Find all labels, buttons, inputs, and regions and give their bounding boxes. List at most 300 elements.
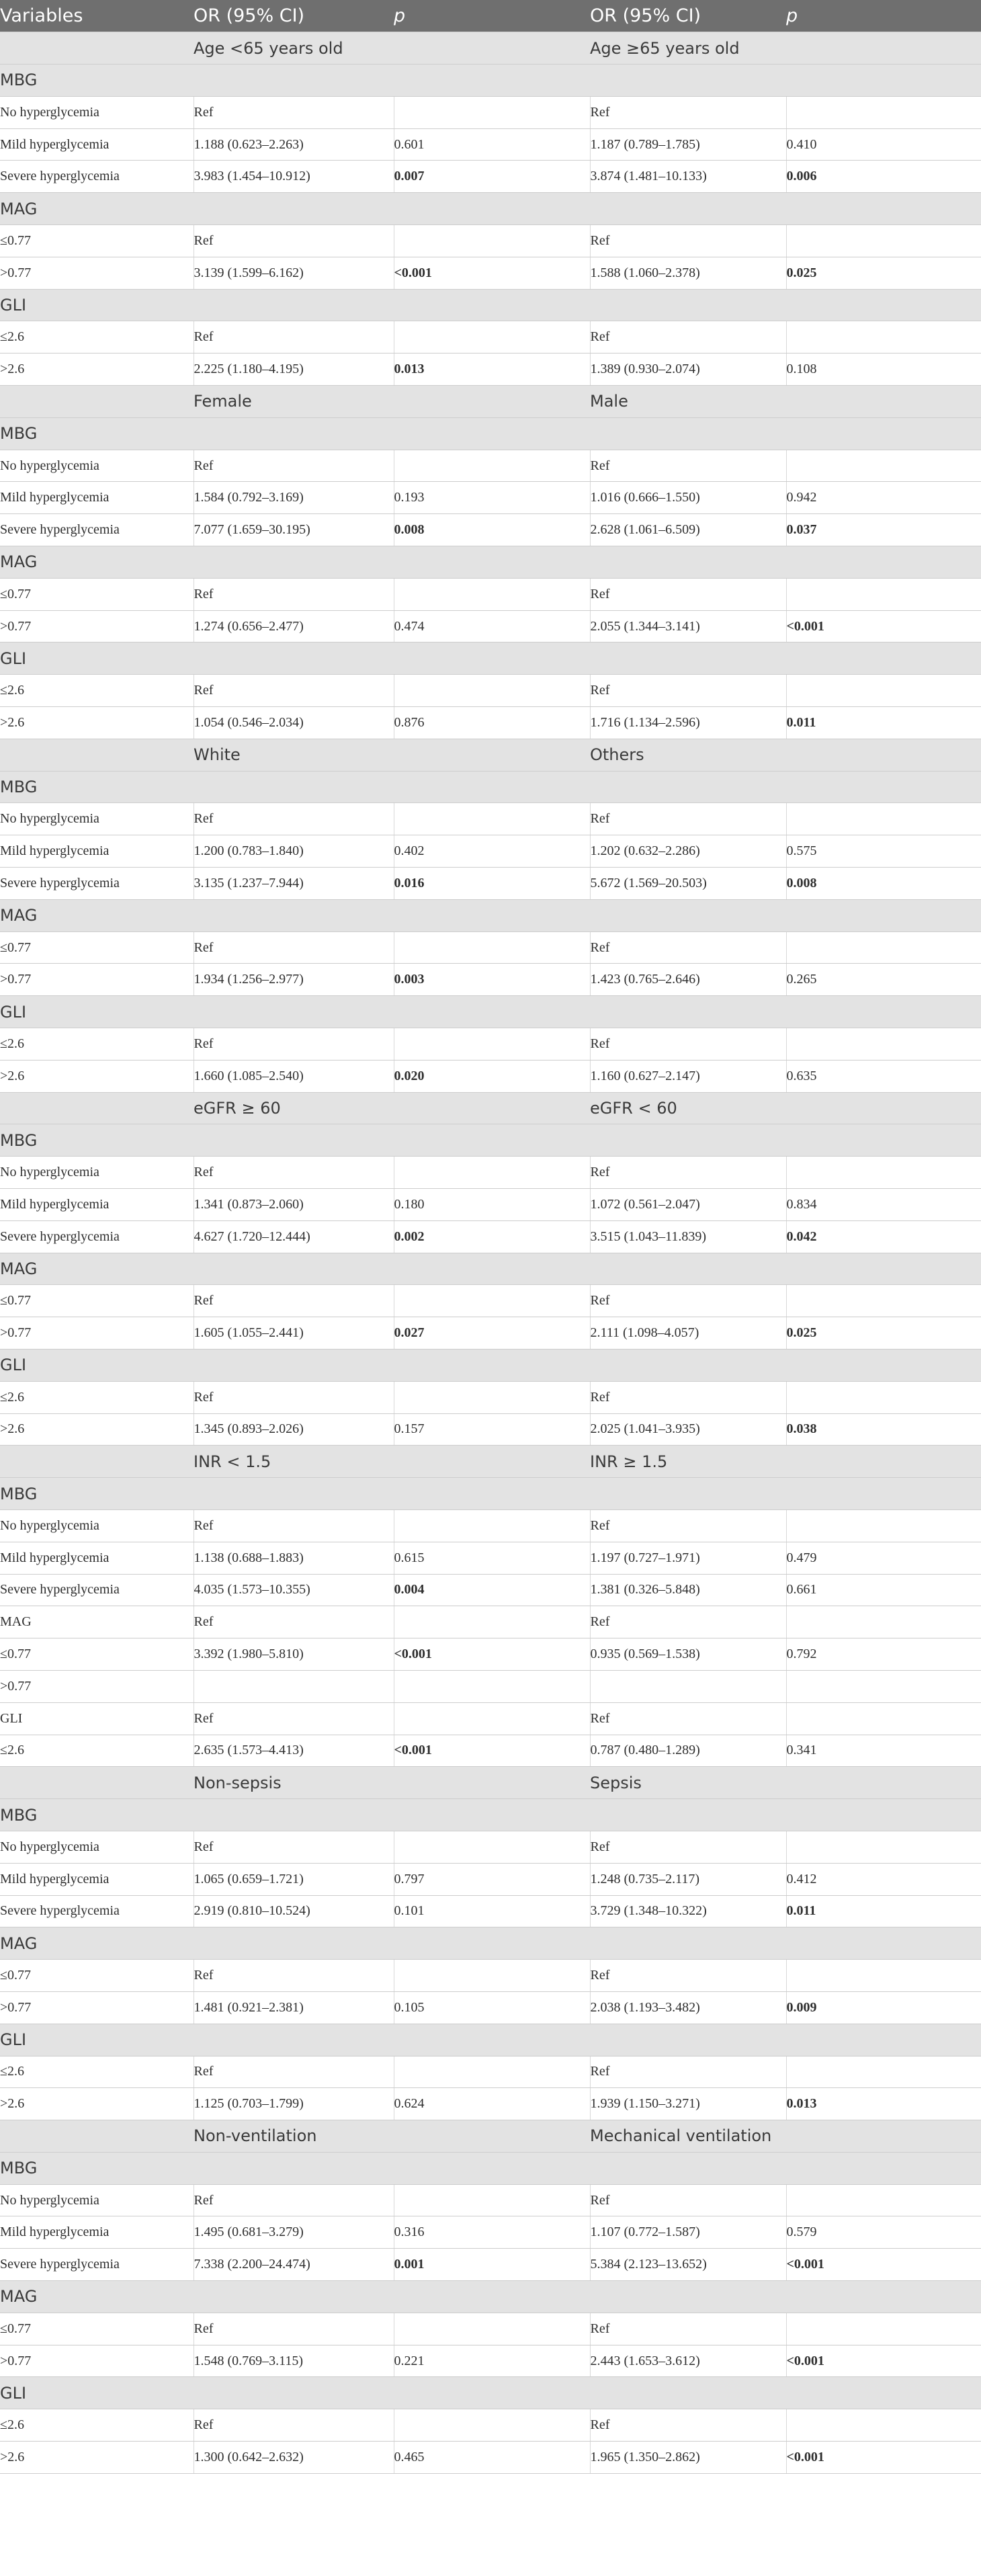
subgroup-right-label: eGFR < 60 bbox=[590, 1092, 981, 1124]
p-right-cell: 0.011 bbox=[786, 707, 981, 739]
or-ci-right-cell: 1.197 (0.727–1.971) bbox=[590, 1542, 786, 1574]
p-right-cell: 0.265 bbox=[786, 964, 981, 996]
or-ci-right-cell: 2.025 (1.041–3.935) bbox=[590, 1413, 786, 1446]
table-row bbox=[0, 161, 981, 193]
table-row bbox=[0, 2442, 981, 2474]
variable-group-label: GLI bbox=[0, 289, 981, 321]
p-left-cell: 0.013 bbox=[394, 354, 590, 386]
or-ci-right-cell: Ref bbox=[590, 96, 786, 128]
p-right-cell: 0.834 bbox=[786, 1188, 981, 1220]
table-row bbox=[0, 1831, 981, 1863]
or-ci-right-cell: Ref bbox=[590, 2184, 786, 2216]
variable-group-row bbox=[0, 2024, 981, 2056]
or-ci-right-cell: 1.389 (0.930–2.074) bbox=[590, 354, 786, 386]
table-row bbox=[0, 225, 981, 257]
or-ci-right-cell: 1.381 (0.326–5.848) bbox=[590, 1574, 786, 1606]
subgroup-right-label: Others bbox=[590, 739, 981, 771]
variable-group-row bbox=[0, 546, 981, 579]
row-label: ≤2.6 bbox=[0, 1735, 194, 1767]
row-label: No hyperglycemia bbox=[0, 1157, 194, 1189]
variable-group-row bbox=[0, 1349, 981, 1381]
row-label: ≤0.77 bbox=[0, 1638, 194, 1671]
p-left-cell: <0.001 bbox=[394, 1638, 590, 1671]
p-left-cell: 0.007 bbox=[394, 161, 590, 193]
p-right-cell: 0.038 bbox=[786, 1413, 981, 1446]
table-row bbox=[0, 128, 981, 161]
or-ci-left-cell: 3.135 (1.237–7.944) bbox=[194, 868, 394, 900]
table-row bbox=[0, 1638, 981, 1671]
p-left-cell: 0.180 bbox=[394, 1188, 590, 1220]
or-ci-right-cell: Ref bbox=[590, 1028, 786, 1061]
table-header-row bbox=[0, 0, 981, 32]
variable-group-row bbox=[0, 417, 981, 450]
p-left-cell: 0.876 bbox=[394, 707, 590, 739]
row-label: >0.77 bbox=[0, 1317, 194, 1349]
table-row bbox=[0, 835, 981, 868]
or-ci-left-cell: 7.077 (1.659–30.195) bbox=[194, 514, 394, 546]
row-label: >2.6 bbox=[0, 1060, 194, 1092]
or-ci-right-cell: Ref bbox=[590, 2056, 786, 2088]
or-ci-left-cell: 1.481 (0.921–2.381) bbox=[194, 1991, 394, 2024]
subgroup-header-row bbox=[0, 1446, 981, 1478]
or-ci-right-cell: Ref bbox=[590, 1509, 786, 1542]
row-label: ≤0.77 bbox=[0, 1285, 194, 1317]
p-left-cell bbox=[394, 450, 590, 482]
row-label: Mild hyperglycemia bbox=[0, 128, 194, 161]
or-ci-left-cell: Ref bbox=[194, 96, 394, 128]
row-label: Severe hyperglycemia bbox=[0, 514, 194, 546]
or-ci-right-cell: 2.111 (1.098–4.057) bbox=[590, 1317, 786, 1349]
p-right-cell: 0.792 bbox=[786, 1638, 981, 1671]
or-ci-right-cell: Ref bbox=[590, 2313, 786, 2345]
or-ci-left-cell: Ref bbox=[194, 2409, 394, 2442]
or-ci-left-cell: Ref bbox=[194, 2313, 394, 2345]
variable-group-row bbox=[0, 1927, 981, 1960]
or-ci-left-cell: 1.200 (0.783–1.840) bbox=[194, 835, 394, 868]
variable-group-label: MBG bbox=[0, 2152, 981, 2184]
table-row bbox=[0, 675, 981, 707]
row-label: Mild hyperglycemia bbox=[0, 1542, 194, 1574]
p-right-cell bbox=[786, 1831, 981, 1863]
or-ci-right-cell: Ref bbox=[590, 450, 786, 482]
p-left-cell bbox=[394, 1831, 590, 1863]
p-right-cell: <0.001 bbox=[786, 2345, 981, 2377]
or-ci-right-cell: 5.672 (1.569–20.503) bbox=[590, 868, 786, 900]
or-ci-left-cell: Ref bbox=[194, 1509, 394, 1542]
or-ci-right-cell: 0.787 (0.480–1.289) bbox=[590, 1735, 786, 1767]
p-right-cell bbox=[786, 931, 981, 964]
variable-group-row bbox=[0, 1124, 981, 1157]
or-ci-right-cell: 3.515 (1.043–11.839) bbox=[590, 1220, 786, 1253]
p-left-cell bbox=[394, 2409, 590, 2442]
or-ci-right-cell: 1.072 (0.561–2.047) bbox=[590, 1188, 786, 1220]
subgroup-spacer bbox=[0, 2120, 194, 2153]
table-row bbox=[0, 2249, 981, 2281]
row-label: ≤2.6 bbox=[0, 1381, 194, 1413]
variable-group-label: GLI bbox=[0, 996, 981, 1028]
variable-group-label: MAG bbox=[0, 1927, 981, 1960]
p-right-cell: 0.025 bbox=[786, 1317, 981, 1349]
or-ci-left-cell: 3.983 (1.454–10.912) bbox=[194, 161, 394, 193]
or-ci-left-cell: 4.035 (1.573–10.355) bbox=[194, 1574, 394, 1606]
p-left-cell: 0.316 bbox=[394, 2216, 590, 2249]
variable-group-label: MBG bbox=[0, 1799, 981, 1831]
p-left-cell bbox=[394, 225, 590, 257]
subgroup-right-label: Male bbox=[590, 386, 981, 418]
row-label: Severe hyperglycemia bbox=[0, 868, 194, 900]
or-ci-right-cell: Ref bbox=[590, 1831, 786, 1863]
variable-group-row bbox=[0, 2281, 981, 2313]
subgroup-left-label: Non-sepsis bbox=[194, 1767, 590, 1799]
p-right-cell: 0.042 bbox=[786, 1220, 981, 1253]
or-ci-left-cell: Ref bbox=[194, 1702, 394, 1735]
subgroup-spacer bbox=[0, 1446, 194, 1478]
table-row bbox=[0, 450, 981, 482]
table-row bbox=[0, 321, 981, 354]
row-label: No hyperglycemia bbox=[0, 1509, 194, 1542]
or-ci-right-cell: 2.055 (1.344–3.141) bbox=[590, 610, 786, 642]
p-left-cell: 0.221 bbox=[394, 2345, 590, 2377]
row-label: MAG bbox=[0, 1606, 194, 1638]
variable-group-label: MAG bbox=[0, 193, 981, 225]
row-label: >0.77 bbox=[0, 1991, 194, 2024]
subgroup-header-row bbox=[0, 1767, 981, 1799]
variable-group-row bbox=[0, 2152, 981, 2184]
subgroup-header-row bbox=[0, 32, 981, 65]
or-ci-left-cell: Ref bbox=[194, 1606, 394, 1638]
or-ci-right-cell: Ref bbox=[590, 1157, 786, 1189]
or-ci-left-cell: 1.584 (0.792–3.169) bbox=[194, 482, 394, 514]
p-right-cell bbox=[786, 1285, 981, 1317]
variable-group-label: GLI bbox=[0, 1349, 981, 1381]
p-right-cell: 0.412 bbox=[786, 1863, 981, 1895]
or-ci-left-cell: Ref bbox=[194, 1028, 394, 1061]
header-or-ci-left: OR (95% CI) bbox=[194, 0, 394, 32]
row-label: ≤2.6 bbox=[0, 675, 194, 707]
or-ci-right-cell: 1.965 (1.350–2.862) bbox=[590, 2442, 786, 2474]
subgroup-left-label: eGFR ≥ 60 bbox=[194, 1092, 590, 1124]
table-row bbox=[0, 1381, 981, 1413]
or-ci-right-cell: 1.107 (0.772–1.587) bbox=[590, 2216, 786, 2249]
p-left-cell: <0.001 bbox=[394, 1735, 590, 1767]
p-left-cell: 0.797 bbox=[394, 1863, 590, 1895]
p-right-cell: 0.661 bbox=[786, 1574, 981, 1606]
row-label: No hyperglycemia bbox=[0, 2184, 194, 2216]
subgroup-right-label: Mechanical ventilation bbox=[590, 2120, 981, 2153]
p-right-cell bbox=[786, 96, 981, 128]
or-ci-left-cell: 7.338 (2.200–24.474) bbox=[194, 2249, 394, 2281]
or-ci-left-cell: 2.635 (1.573–4.413) bbox=[194, 1735, 394, 1767]
or-ci-right-cell: 2.038 (1.193–3.482) bbox=[590, 1991, 786, 2024]
or-ci-right-cell: 1.202 (0.632–2.286) bbox=[590, 835, 786, 868]
table-row bbox=[0, 1542, 981, 1574]
subgroup-header-row bbox=[0, 1092, 981, 1124]
subgroup-header-row bbox=[0, 2120, 981, 2153]
p-left-cell bbox=[394, 96, 590, 128]
p-right-cell bbox=[786, 1606, 981, 1638]
row-label: Severe hyperglycemia bbox=[0, 2249, 194, 2281]
p-right-cell: 0.011 bbox=[786, 1895, 981, 1927]
or-ci-left-cell: 3.392 (1.980–5.810) bbox=[194, 1638, 394, 1671]
p-left-cell bbox=[394, 2184, 590, 2216]
p-right-cell bbox=[786, 675, 981, 707]
p-right-cell: 0.479 bbox=[786, 1542, 981, 1574]
variable-group-row bbox=[0, 996, 981, 1028]
row-label: Severe hyperglycemia bbox=[0, 1895, 194, 1927]
p-right-cell: 0.942 bbox=[786, 482, 981, 514]
row-label: >0.77 bbox=[0, 964, 194, 996]
p-left-cell bbox=[394, 931, 590, 964]
or-ci-left-cell bbox=[194, 1670, 394, 1702]
or-ci-left-cell: 1.138 (0.688–1.883) bbox=[194, 1542, 394, 1574]
or-ci-right-cell: 1.248 (0.735–2.117) bbox=[590, 1863, 786, 1895]
or-ci-right-cell: 5.384 (2.123–13.652) bbox=[590, 2249, 786, 2281]
p-left-cell: 0.105 bbox=[394, 1991, 590, 2024]
table-row bbox=[0, 868, 981, 900]
p-right-cell: 0.341 bbox=[786, 1735, 981, 1767]
or-ci-left-cell: 1.188 (0.623–2.263) bbox=[194, 128, 394, 161]
table-row bbox=[0, 610, 981, 642]
p-left-cell: 0.002 bbox=[394, 1220, 590, 1253]
or-ci-right-cell: Ref bbox=[590, 578, 786, 610]
or-ci-right-cell: Ref bbox=[590, 2409, 786, 2442]
variable-group-row bbox=[0, 642, 981, 675]
or-ci-right-cell bbox=[590, 1670, 786, 1702]
p-left-cell bbox=[394, 1028, 590, 1061]
p-left-cell: 0.402 bbox=[394, 835, 590, 868]
p-left-cell: 0.016 bbox=[394, 868, 590, 900]
row-label: >2.6 bbox=[0, 2088, 194, 2120]
p-right-cell bbox=[786, 1381, 981, 1413]
or-ci-left-cell: Ref bbox=[194, 1285, 394, 1317]
subgroup-spacer bbox=[0, 386, 194, 418]
table-row bbox=[0, 1157, 981, 1189]
header-p-right: p bbox=[786, 0, 981, 32]
table-row bbox=[0, 2345, 981, 2377]
row-label: GLI bbox=[0, 1702, 194, 1735]
p-left-cell: 0.008 bbox=[394, 514, 590, 546]
table-row bbox=[0, 1413, 981, 1446]
or-ci-left-cell: Ref bbox=[194, 1960, 394, 1992]
p-left-cell bbox=[394, 1509, 590, 1542]
p-right-cell bbox=[786, 1702, 981, 1735]
subgroup-spacer bbox=[0, 739, 194, 771]
variable-group-label: MAG bbox=[0, 899, 981, 931]
subgroup-left-label: White bbox=[194, 739, 590, 771]
variable-group-label: MAG bbox=[0, 2281, 981, 2313]
p-right-cell bbox=[786, 1157, 981, 1189]
or-ci-left-cell: 3.139 (1.599–6.162) bbox=[194, 257, 394, 289]
table-row bbox=[0, 707, 981, 739]
or-ci-left-cell: Ref bbox=[194, 450, 394, 482]
row-label: ≤0.77 bbox=[0, 225, 194, 257]
row-label: ≤0.77 bbox=[0, 931, 194, 964]
variable-group-label: GLI bbox=[0, 642, 981, 675]
or-ci-right-cell: 0.935 (0.569–1.538) bbox=[590, 1638, 786, 1671]
or-ci-left-cell: 2.225 (1.180–4.195) bbox=[194, 354, 394, 386]
p-right-cell bbox=[786, 2056, 981, 2088]
or-ci-right-cell: 1.016 (0.666–1.550) bbox=[590, 482, 786, 514]
table-row bbox=[0, 1220, 981, 1253]
variable-group-row bbox=[0, 771, 981, 803]
p-left-cell bbox=[394, 2056, 590, 2088]
variable-group-row bbox=[0, 2377, 981, 2409]
p-right-cell bbox=[786, 1960, 981, 1992]
p-left-cell: 0.157 bbox=[394, 1413, 590, 1446]
p-left-cell bbox=[394, 803, 590, 835]
or-ci-right-cell: Ref bbox=[590, 1960, 786, 1992]
subgroup-right-label: INR ≥ 1.5 bbox=[590, 1446, 981, 1478]
table-row bbox=[0, 1735, 981, 1767]
subgroup-left-label: INR < 1.5 bbox=[194, 1446, 590, 1478]
or-ci-right-cell: 3.729 (1.348–10.322) bbox=[590, 1895, 786, 1927]
p-left-cell bbox=[394, 1670, 590, 1702]
or-ci-left-cell: Ref bbox=[194, 2056, 394, 2088]
p-left-cell bbox=[394, 321, 590, 354]
or-ci-left-cell: 1.548 (0.769–3.115) bbox=[194, 2345, 394, 2377]
row-label: Mild hyperglycemia bbox=[0, 1863, 194, 1895]
p-left-cell bbox=[394, 1702, 590, 1735]
p-right-cell bbox=[786, 1028, 981, 1061]
or-ci-right-cell: 1.716 (1.134–2.596) bbox=[590, 707, 786, 739]
or-ci-left-cell: Ref bbox=[194, 1157, 394, 1189]
header-or-ci-right: OR (95% CI) bbox=[590, 0, 786, 32]
header-variables: Variables bbox=[0, 0, 194, 32]
p-left-cell bbox=[394, 675, 590, 707]
row-label: >2.6 bbox=[0, 2442, 194, 2474]
p-left-cell bbox=[394, 1606, 590, 1638]
p-left-cell: <0.001 bbox=[394, 257, 590, 289]
p-right-cell: 0.006 bbox=[786, 161, 981, 193]
or-ci-left-cell: 1.660 (1.085–2.540) bbox=[194, 1060, 394, 1092]
subgroup-left-label: Age <65 years old bbox=[194, 32, 590, 65]
p-right-cell: <0.001 bbox=[786, 2442, 981, 2474]
or-ci-left-cell: 1.300 (0.642–2.632) bbox=[194, 2442, 394, 2474]
or-ci-right-cell: Ref bbox=[590, 1702, 786, 1735]
p-right-cell bbox=[786, 578, 981, 610]
table-row bbox=[0, 2088, 981, 2120]
or-ci-left-cell: 2.919 (0.810–10.524) bbox=[194, 1895, 394, 1927]
variable-group-row bbox=[0, 193, 981, 225]
p-left-cell: 0.193 bbox=[394, 482, 590, 514]
or-ci-left-cell: 1.341 (0.873–2.060) bbox=[194, 1188, 394, 1220]
subgroup-spacer bbox=[0, 1767, 194, 1799]
p-right-cell: 0.025 bbox=[786, 257, 981, 289]
subgroup-header-row bbox=[0, 386, 981, 418]
variable-group-label: MBG bbox=[0, 1478, 981, 1510]
row-label: No hyperglycemia bbox=[0, 1831, 194, 1863]
subgroup-left-label: Non-ventilation bbox=[194, 2120, 590, 2153]
row-label: ≤0.77 bbox=[0, 578, 194, 610]
table-row bbox=[0, 1670, 981, 1702]
row-label: No hyperglycemia bbox=[0, 96, 194, 128]
p-left-cell bbox=[394, 1157, 590, 1189]
table-row bbox=[0, 2216, 981, 2249]
row-label: >0.77 bbox=[0, 257, 194, 289]
table-row bbox=[0, 2313, 981, 2345]
p-left-cell: 0.615 bbox=[394, 1542, 590, 1574]
p-right-cell: 0.635 bbox=[786, 1060, 981, 1092]
or-ci-right-cell: 3.874 (1.481–10.133) bbox=[590, 161, 786, 193]
p-right-cell: 0.008 bbox=[786, 868, 981, 900]
p-left-cell: 0.465 bbox=[394, 2442, 590, 2474]
p-left-cell: 0.474 bbox=[394, 610, 590, 642]
subgroup-right-label: Sepsis bbox=[590, 1767, 981, 1799]
p-left-cell: 0.020 bbox=[394, 1060, 590, 1092]
table-row bbox=[0, 964, 981, 996]
table-row bbox=[0, 931, 981, 964]
or-ci-right-cell: Ref bbox=[590, 321, 786, 354]
table-row bbox=[0, 1285, 981, 1317]
or-ci-right-cell: Ref bbox=[590, 1381, 786, 1413]
row-label: ≤2.6 bbox=[0, 2056, 194, 2088]
table-row bbox=[0, 482, 981, 514]
or-ci-left-cell: Ref bbox=[194, 578, 394, 610]
row-label: Mild hyperglycemia bbox=[0, 1188, 194, 1220]
row-label: >2.6 bbox=[0, 354, 194, 386]
or-ci-right-cell: 1.160 (0.627–2.147) bbox=[590, 1060, 786, 1092]
p-right-cell: 0.579 bbox=[786, 2216, 981, 2249]
row-label: >0.77 bbox=[0, 610, 194, 642]
or-ci-left-cell: Ref bbox=[194, 225, 394, 257]
or-ci-left-cell: 1.345 (0.893–2.026) bbox=[194, 1413, 394, 1446]
or-ci-right-cell: Ref bbox=[590, 225, 786, 257]
row-label: ≤2.6 bbox=[0, 1028, 194, 1061]
table-row bbox=[0, 1188, 981, 1220]
variable-group-label: MBG bbox=[0, 1124, 981, 1157]
table-row bbox=[0, 354, 981, 386]
table-row bbox=[0, 1317, 981, 1349]
table-row bbox=[0, 514, 981, 546]
or-ci-right-cell: 1.187 (0.789–1.785) bbox=[590, 128, 786, 161]
row-label: Mild hyperglycemia bbox=[0, 835, 194, 868]
p-right-cell: 0.410 bbox=[786, 128, 981, 161]
p-right-cell: 0.575 bbox=[786, 835, 981, 868]
or-ci-right-cell: Ref bbox=[590, 1606, 786, 1638]
table-row bbox=[0, 1606, 981, 1638]
or-ci-right-cell: 1.939 (1.150–3.271) bbox=[590, 2088, 786, 2120]
table-row bbox=[0, 2184, 981, 2216]
or-ci-right-cell: 1.423 (0.765–2.646) bbox=[590, 964, 786, 996]
p-left-cell bbox=[394, 578, 590, 610]
p-right-cell bbox=[786, 2184, 981, 2216]
p-left-cell bbox=[394, 1381, 590, 1413]
table-row bbox=[0, 2409, 981, 2442]
p-left-cell: 0.624 bbox=[394, 2088, 590, 2120]
subgroup-spacer bbox=[0, 32, 194, 65]
table-row bbox=[0, 1863, 981, 1895]
row-label: Severe hyperglycemia bbox=[0, 1574, 194, 1606]
p-right-cell bbox=[786, 1670, 981, 1702]
p-left-cell: 0.003 bbox=[394, 964, 590, 996]
table-body bbox=[0, 32, 981, 2474]
row-label: >2.6 bbox=[0, 1413, 194, 1446]
or-ci-right-cell: 2.443 (1.653–3.612) bbox=[590, 2345, 786, 2377]
variable-group-row bbox=[0, 1253, 981, 1285]
p-left-cell: 0.001 bbox=[394, 2249, 590, 2281]
variable-group-row bbox=[0, 65, 981, 97]
or-ci-left-cell: 1.605 (1.055–2.441) bbox=[194, 1317, 394, 1349]
table-row bbox=[0, 1574, 981, 1606]
row-label: >0.77 bbox=[0, 2345, 194, 2377]
p-left-cell bbox=[394, 1960, 590, 1992]
variable-group-label: MBG bbox=[0, 771, 981, 803]
p-right-cell: 0.013 bbox=[786, 2088, 981, 2120]
variable-group-label: MAG bbox=[0, 546, 981, 579]
or-ci-left-cell: Ref bbox=[194, 675, 394, 707]
p-right-cell: <0.001 bbox=[786, 610, 981, 642]
or-ci-left-cell: Ref bbox=[194, 321, 394, 354]
